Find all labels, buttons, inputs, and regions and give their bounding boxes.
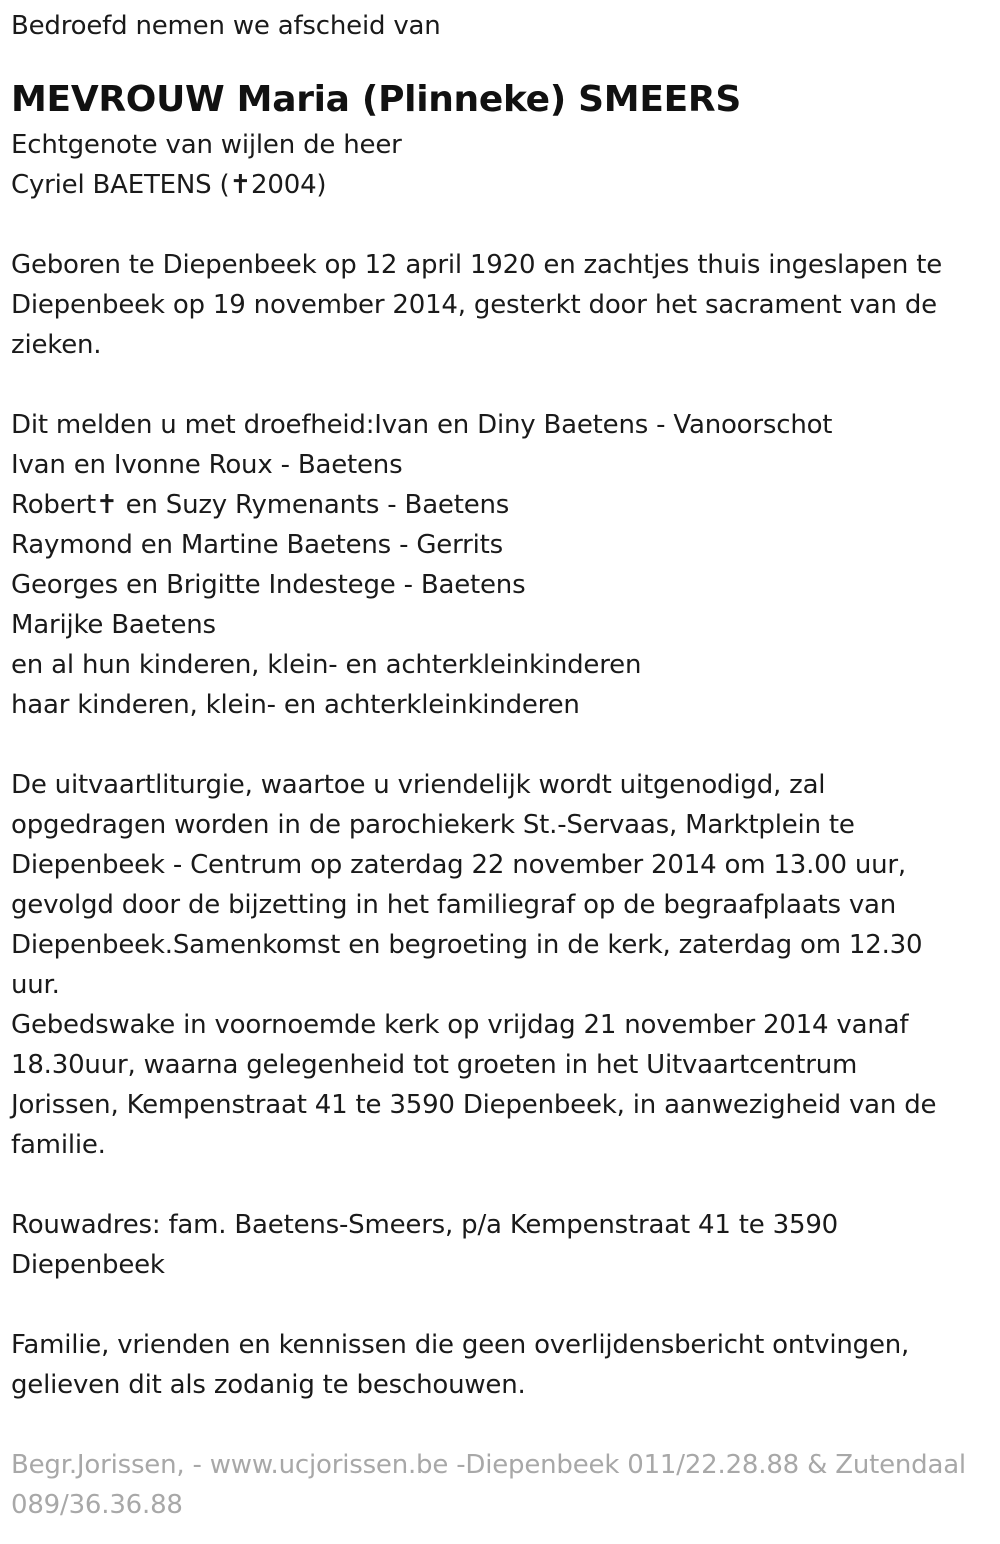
paragraph-line: Familie, vrienden en kennissen die geen overlijdensbericht ontvingen, [11,1330,910,1360]
spacer [11,725,986,765]
paragraph-line: 18.30uur, waarna gelegenheid tot groeten in het Uitvaartcentrum [11,1050,858,1080]
mourning-address [11,1205,986,1285]
birth-death-paragraph [11,245,986,365]
family-line: Raymond en Martine Baetens - Gerrits [11,530,503,560]
family-line: Dit melden u met droefheid:Ivan en Diny Baetens - Vanoorschot [11,410,833,440]
paragraph-line: gevolgd door de bijzetting in het familiegraf op de begraafplaats van [11,890,897,920]
paragraph-line: Diepenbeek [11,1250,165,1280]
spacer [11,365,986,405]
spouse-line: Echtgenote van wijlen de heer [11,130,402,160]
deceased-name: MEVROUW Maria (Plinneke) SMEERS [11,79,741,120]
spouse-name: Cyriel BAETENS (✝2004) [11,170,327,200]
family-line: Georges en Brigitte Indestege - Baetens [11,570,526,600]
paragraph-line: Diepenbeek op 19 november 2014, gesterkt door het sacrament van de [11,290,937,320]
spacer [11,1165,986,1205]
footer-line: 089/36.36.88 [11,1490,183,1520]
closing-paragraph [11,1325,986,1405]
family-line: haar kinderen, klein- en achterkleinkinderen [11,690,580,720]
paragraph-line: Rouwadres: fam. Baetens-Smeers, p/a Kempenstraat 41 te 3590 [11,1210,839,1240]
paragraph-line: Geboren te Diepenbeek op 12 april 1920 en zachtjes thuis ingeslapen te [11,250,943,280]
paragraph-line: opgedragen worden in de parochiekerk St.-Servaas, Marktplein te [11,810,855,840]
spacer [11,205,986,245]
family-line: Marijke Baetens [11,610,216,640]
funeral-home-footer [11,1445,986,1525]
paragraph-line: Diepenbeek.Samenkomst en begroeting in de kerk, zaterdag om 12.30 [11,930,923,960]
intro-text: Bedroefd nemen we afscheid van [11,11,441,41]
family-list [11,405,986,725]
paragraph-line: Jorissen, Kempenstraat 41 te 3590 Diepenbeek, in aanwezigheid van de [11,1090,937,1120]
paragraph-line: Diepenbeek - Centrum op zaterdag 22 november 2014 om 13.00 uur, [11,850,906,880]
paragraph-line: uur. [11,970,60,1000]
spacer [11,1405,986,1445]
family-line: en al hun kinderen, klein- en achterkleinkinderen [11,650,642,680]
death-notice [11,6,986,1525]
paragraph-line: familie. [11,1130,106,1160]
footer-line: Begr.Jorissen, - www.ucjorissen.be -Diepenbeek 011/22.28.88 & Zutendaal [11,1450,966,1480]
paragraph-line: gelieven dit als zodanig te beschouwen. [11,1370,526,1400]
paragraph-line: zieken. [11,330,102,360]
funeral-paragraph [11,765,986,1165]
paragraph-line: Gebedswake in voornoemde kerk op vrijdag 21 november 2014 vanaf [11,1010,909,1040]
spacer [11,1285,986,1325]
family-line: Robert✝ en Suzy Rymenants - Baetens [11,490,510,520]
paragraph-line: De uitvaartliturgie, waartoe u vriendelijk wordt uitgenodigd, zal [11,770,826,800]
family-line: Ivan en Ivonne Roux - Baetens [11,450,403,480]
